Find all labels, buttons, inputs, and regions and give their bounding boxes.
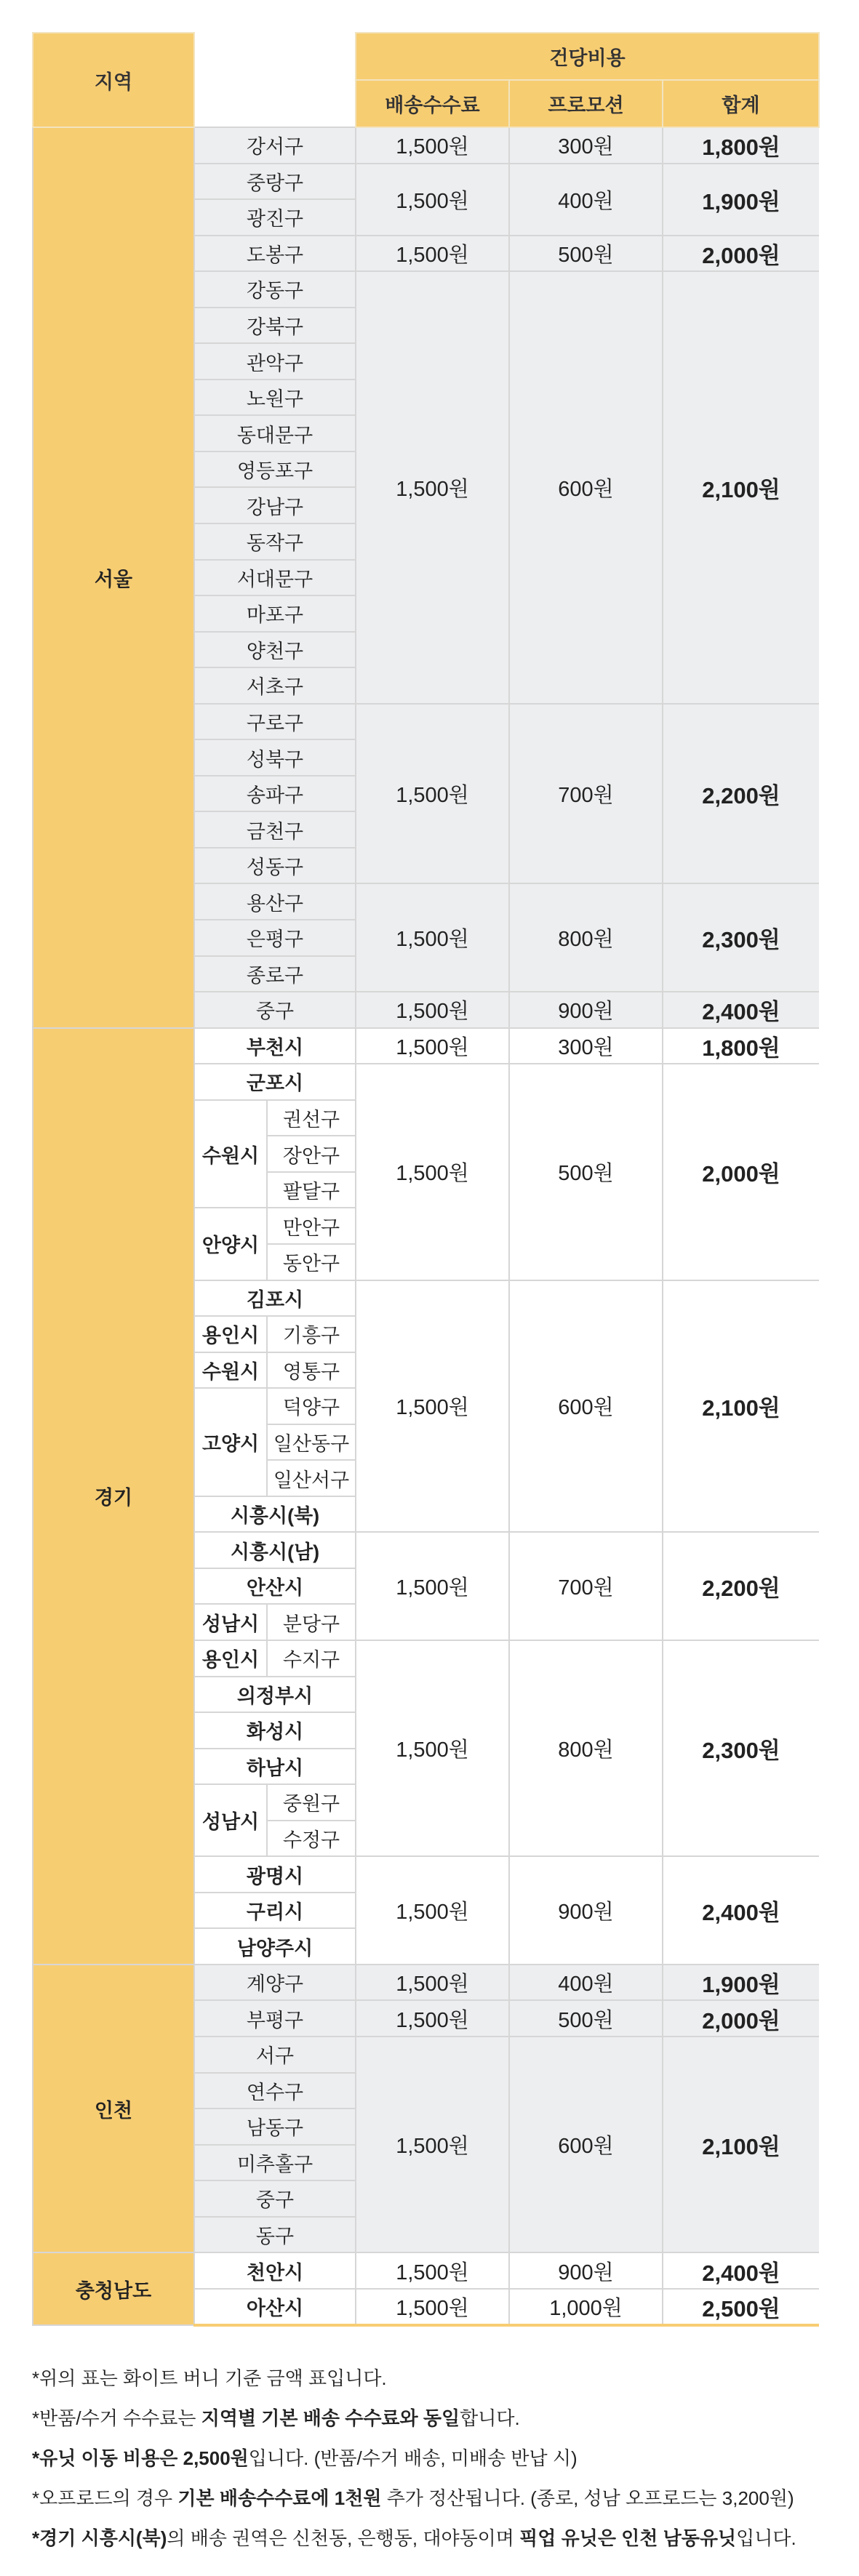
total-cell: 2,100원	[663, 271, 819, 704]
district-cell: 노원구	[194, 380, 356, 416]
table-row	[33, 1028, 819, 1064]
region-cell: 충청남도	[33, 2252, 194, 2325]
footnote-text: 합니다.	[460, 2407, 520, 2429]
city-cell: 성남시	[194, 1604, 267, 1640]
district-cell: 광진구	[194, 199, 356, 236]
header-promotion: 프로모션	[509, 80, 663, 127]
delivery-fee-cell: 1,500원	[356, 992, 509, 1028]
district-cell: 덕양구	[267, 1388, 356, 1424]
delivery-fee-cell: 1,500원	[356, 1856, 509, 1965]
district-cell: 영통구	[267, 1352, 356, 1389]
promotion-cell: 600원	[509, 1280, 663, 1533]
district-cell: 일산동구	[267, 1424, 356, 1461]
total-cell: 2,400원	[663, 992, 819, 1028]
header-district-blank-2	[194, 80, 356, 127]
total-cell: 2,400원	[663, 2252, 819, 2289]
promotion-cell: 500원	[509, 1064, 663, 1280]
district-cell: 아산시	[194, 2289, 356, 2325]
total-cell: 2,300원	[663, 883, 819, 992]
district-cell: 군포시	[194, 1064, 356, 1100]
city-cell: 수원시	[194, 1352, 267, 1389]
promotion-cell: 400원	[509, 1965, 663, 2001]
delivery-fee-cell: 1,500원	[356, 2252, 509, 2289]
district-cell: 중랑구	[194, 164, 356, 200]
header-delivery-fee: 배송수수료	[356, 80, 509, 127]
footnote-line	[32, 2439, 832, 2479]
region-cell: 인천	[33, 1965, 194, 2252]
district-cell: 강서구	[194, 127, 356, 164]
district-cell: 계양구	[194, 1965, 356, 2001]
total-cell: 2,200원	[663, 1532, 819, 1640]
district-cell: 구로구	[194, 704, 356, 740]
promotion-cell: 500원	[509, 2000, 663, 2037]
district-cell: 일산서구	[267, 1460, 356, 1496]
district-cell: 기흥구	[267, 1316, 356, 1352]
promotion-cell: 700원	[509, 1532, 663, 1640]
district-cell: 광명시	[194, 1856, 356, 1893]
city-cell: 용인시	[194, 1316, 267, 1352]
delivery-fee-cell: 1,500원	[356, 1064, 509, 1280]
total-cell: 2,100원	[663, 1280, 819, 1533]
district-cell: 권선구	[267, 1100, 356, 1136]
district-cell: 부평구	[194, 2000, 356, 2037]
delivery-fee-cell: 1,500원	[356, 1965, 509, 2001]
footnote-text: 지역별 기본 배송 수수료와 동일	[201, 2407, 460, 2429]
promotion-cell: 300원	[509, 1028, 663, 1064]
region-cell: 서울	[33, 127, 194, 1028]
district-cell: 안산시	[194, 1568, 356, 1605]
district-cell: 성동구	[194, 848, 356, 884]
total-cell: 1,800원	[663, 127, 819, 164]
district-cell: 성북구	[194, 739, 356, 776]
delivery-fee-table	[32, 32, 820, 2327]
district-cell: 천안시	[194, 2252, 356, 2289]
promotion-cell: 500원	[509, 236, 663, 272]
district-cell: 강동구	[194, 271, 356, 308]
delivery-fee-cell: 1,500원	[356, 1640, 509, 1856]
district-cell: 서대문구	[194, 560, 356, 596]
footnote-text: *	[32, 2527, 40, 2549]
footnote-text: *반품/수거 수수료는	[32, 2407, 201, 2429]
promotion-cell: 900원	[509, 2252, 663, 2289]
district-cell: 영등포구	[194, 452, 356, 488]
footnote-text: *오프로드의 경우	[32, 2487, 178, 2509]
delivery-fee-cell: 1,500원	[356, 1532, 509, 1640]
table-body	[33, 127, 819, 2325]
district-cell: 양천구	[194, 632, 356, 668]
header-region: 지역	[33, 33, 194, 127]
district-cell: 남양주시	[194, 1928, 356, 1965]
delivery-fee-cell: 1,500원	[356, 1028, 509, 1064]
district-cell: 시흥시(남)	[194, 1532, 356, 1568]
promotion-cell: 700원	[509, 704, 663, 884]
total-cell: 2,300원	[663, 1640, 819, 1856]
footnotes	[32, 2359, 832, 2559]
footnote-text: 픽업 유닛은 인천 남동유닛	[519, 2527, 737, 2549]
district-cell: 중구	[194, 2180, 356, 2217]
promotion-cell: 300원	[509, 127, 663, 164]
delivery-fee-cell: 1,500원	[356, 2037, 509, 2252]
footnote-line	[32, 2519, 832, 2559]
promotion-cell: 1,000원	[509, 2289, 663, 2325]
total-cell: 2,000원	[663, 2000, 819, 2037]
district-cell: 동작구	[194, 523, 356, 560]
footnote-text: *	[32, 2447, 40, 2469]
district-cell: 마포구	[194, 595, 356, 632]
district-cell: 부천시	[194, 1028, 356, 1064]
district-cell: 강북구	[194, 308, 356, 344]
district-cell: 송파구	[194, 776, 356, 812]
promotion-cell: 800원	[509, 1640, 663, 1856]
district-cell: 미추홀구	[194, 2145, 356, 2181]
district-cell: 도봉구	[194, 236, 356, 272]
table-row	[33, 127, 819, 164]
delivery-fee-cell: 1,500원	[356, 271, 509, 704]
district-cell: 의정부시	[194, 1677, 356, 1713]
table-row	[33, 2252, 819, 2289]
delivery-fee-cell: 1,500원	[356, 704, 509, 884]
footnote-text: 경기 시흥시(북)	[39, 2527, 167, 2549]
promotion-cell: 400원	[509, 164, 663, 236]
district-cell: 만안구	[267, 1208, 356, 1244]
total-cell: 2,500원	[663, 2289, 819, 2325]
city-cell: 안양시	[194, 1208, 267, 1280]
footnote-text: 입니다. (반품/수거 배송, 미배송 반납 시)	[248, 2447, 578, 2469]
promotion-cell: 600원	[509, 271, 663, 704]
total-cell: 2,100원	[663, 2037, 819, 2252]
district-cell: 팔달구	[267, 1172, 356, 1208]
delivery-fee-cell: 1,500원	[356, 2000, 509, 2037]
total-cell: 1,900원	[663, 164, 819, 236]
total-cell: 2,000원	[663, 236, 819, 272]
district-cell: 용산구	[194, 883, 356, 920]
header-district-blank	[194, 33, 356, 80]
district-cell: 종로구	[194, 956, 356, 992]
city-cell: 성남시	[194, 1784, 267, 1856]
footnote-text: 유닛 이동 비용은 2,500원	[39, 2447, 249, 2469]
total-cell: 2,000원	[663, 1064, 819, 1280]
header-cost-per-item: 건당비용	[356, 33, 819, 80]
district-cell: 금천구	[194, 811, 356, 848]
total-cell: 1,800원	[663, 1028, 819, 1064]
table-row	[33, 1965, 819, 2001]
city-cell: 수원시	[194, 1100, 267, 1208]
district-cell: 수지구	[267, 1640, 356, 1677]
delivery-fee-cell: 1,500원	[356, 1280, 509, 1533]
delivery-fee-cell: 1,500원	[356, 127, 509, 164]
promotion-cell: 800원	[509, 883, 663, 992]
delivery-fee-cell: 1,500원	[356, 164, 509, 236]
district-cell: 중원구	[267, 1784, 356, 1821]
district-cell: 은평구	[194, 920, 356, 956]
footnote-text: 의 배송 권역은 신천동, 은행동, 대야동이며	[167, 2527, 520, 2549]
district-cell: 동안구	[267, 1244, 356, 1280]
footnote-line	[32, 2399, 832, 2439]
footnote-text: 입니다.	[736, 2527, 796, 2549]
delivery-fee-cell: 1,500원	[356, 236, 509, 272]
district-cell: 연수구	[194, 2073, 356, 2109]
district-cell: 서초구	[194, 667, 356, 704]
promotion-cell: 900원	[509, 1856, 663, 1965]
region-cell: 경기	[33, 1028, 194, 1965]
header-total: 합계	[663, 80, 819, 127]
district-cell: 관악구	[194, 343, 356, 380]
footnote-line	[32, 2479, 832, 2519]
delivery-fee-cell: 1,500원	[356, 2289, 509, 2325]
district-cell: 구리시	[194, 1893, 356, 1929]
total-cell: 2,200원	[663, 704, 819, 884]
district-cell: 시흥시(북)	[194, 1496, 356, 1533]
district-cell: 하남시	[194, 1749, 356, 1785]
promotion-cell: 600원	[509, 2037, 663, 2252]
city-cell: 고양시	[194, 1388, 267, 1496]
city-cell: 용인시	[194, 1640, 267, 1677]
district-cell: 김포시	[194, 1280, 356, 1317]
footnote-text: 기본 배송수수료에 1천원	[177, 2487, 382, 2509]
district-cell: 화성시	[194, 1712, 356, 1749]
district-cell: 수정구	[267, 1821, 356, 1857]
district-cell: 중구	[194, 992, 356, 1028]
delivery-fee-cell: 1,500원	[356, 883, 509, 992]
district-cell: 서구	[194, 2037, 356, 2073]
district-cell: 강남구	[194, 487, 356, 523]
district-cell: 분당구	[267, 1604, 356, 1640]
footnote-line	[32, 2359, 832, 2399]
promotion-cell: 900원	[509, 992, 663, 1028]
footnote-text: *위의 표는 화이트 버니 기준 금액 표입니다.	[32, 2367, 387, 2389]
district-cell: 남동구	[194, 2108, 356, 2145]
total-cell: 1,900원	[663, 1965, 819, 2001]
district-cell: 동구	[194, 2217, 356, 2253]
total-cell: 2,400원	[663, 1856, 819, 1965]
district-cell: 동대문구	[194, 415, 356, 452]
footnote-text: 추가 정산됩니다. (종로, 성남 오프로드는 3,200원)	[381, 2487, 794, 2509]
district-cell: 장안구	[267, 1136, 356, 1172]
